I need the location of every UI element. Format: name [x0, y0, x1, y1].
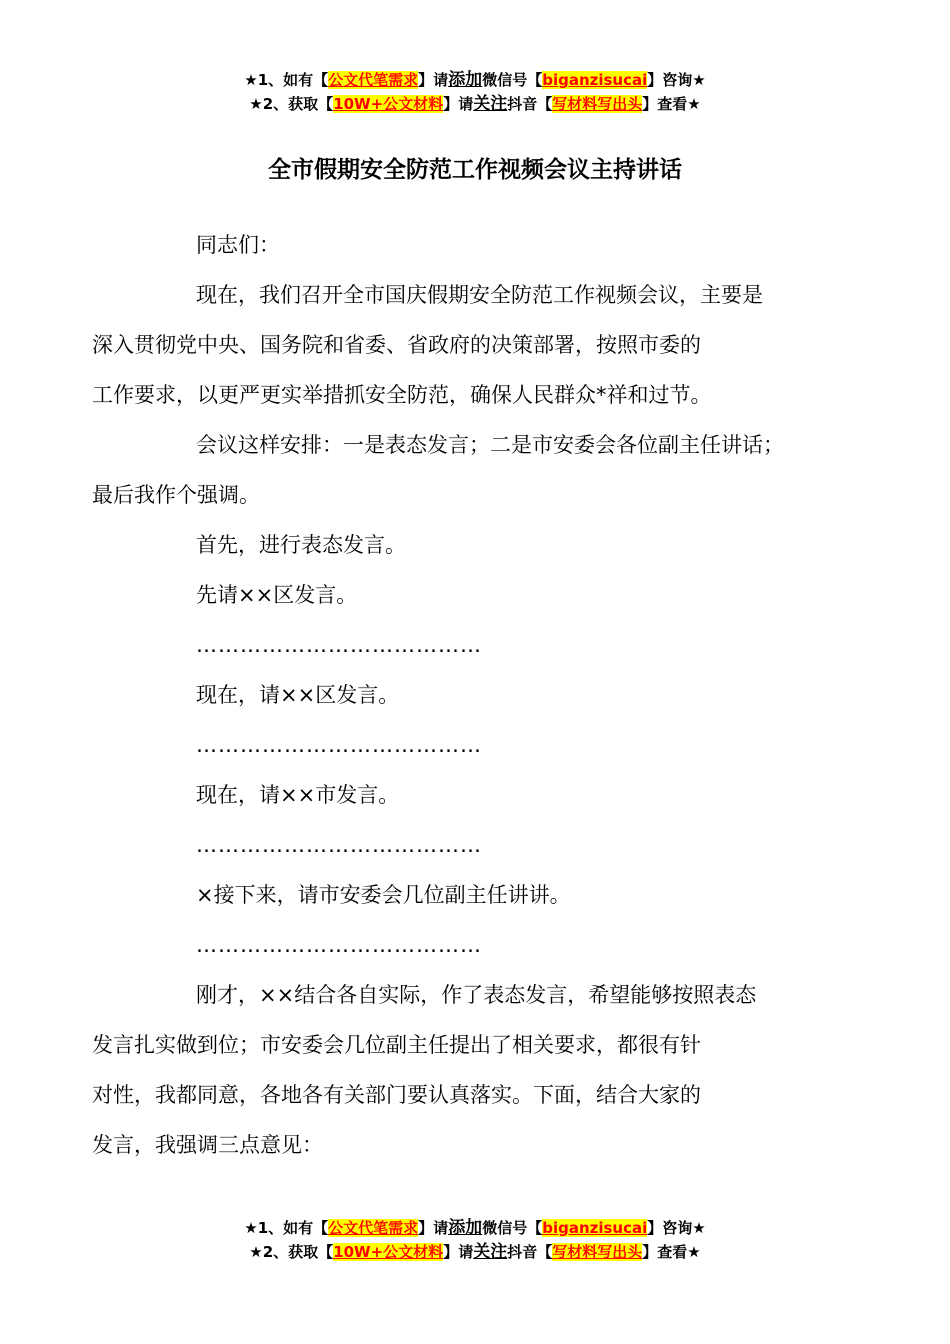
star-icon: ★: [244, 71, 258, 89]
paragraph-line: 发言扎实做到位；市安委会几位副主任提出了相关要求，都很有针: [92, 1033, 701, 1057]
paragraph-line: 会议这样安排：一是表态发言；二是市安委会各位副主任讲话；: [196, 433, 784, 457]
paragraph-line: 现在，我们召开全市国庆假期安全防范工作视频会议，主要是: [196, 283, 763, 307]
paragraph-8: [92, 970, 824, 1170]
banner-text: 】查看★: [642, 1243, 701, 1261]
banner-text: 】请: [418, 1219, 449, 1237]
ellipsis-line: …………………………………: [196, 733, 482, 757]
banner-text: 微信号【: [482, 1219, 543, 1237]
paragraph-5: 现在，请××区发言。: [196, 683, 400, 707]
paragraph-7: ×接下来，请市安委会几位副主任讲讲。: [196, 883, 571, 907]
banner-line-1: [0, 68, 950, 92]
paragraph-line: 发言，我强调三点意见：: [92, 1133, 323, 1157]
paragraph-line: 刚才，××结合各自实际，作了表态发言，希望能够按照表态: [196, 983, 757, 1007]
banner-text: 1、如有【: [257, 71, 329, 89]
highlight-douyin-account: 写材料写出头: [552, 1243, 643, 1261]
paragraph-line: 最后我作个强调。: [92, 483, 260, 507]
banner-text: 】咨询★: [647, 1219, 706, 1237]
banner-text: 抖音【: [507, 1243, 553, 1261]
paragraph-line: 深入贯彻党中央、国务院和省委、省政府的决策部署，按照市委的: [92, 333, 701, 357]
highlight-douyin-account: 写材料写出头: [552, 95, 643, 113]
banner-text: 1、如有【: [257, 1219, 329, 1237]
banner-line-2: [0, 92, 950, 116]
paragraph-line: 工作要求，以更严更实举措抓安全防范，确保人民群众*祥和过节。: [92, 383, 712, 407]
highlight-wechat-id: biganzisucai: [542, 71, 648, 89]
header-banner: [0, 68, 950, 116]
highlight-service: 公文代笔需求: [328, 1219, 419, 1237]
paragraph-4: 先请××区发言。: [196, 583, 358, 607]
paragraph-6: 现在，请××市发言。: [196, 783, 400, 807]
banner-text: 】请: [443, 95, 474, 113]
document-body: [92, 220, 824, 1170]
ellipsis-line: …………………………………: [196, 833, 482, 857]
banner-text: 】请: [418, 71, 449, 89]
footer-banner: [0, 1216, 950, 1264]
banner-line-2: [0, 1240, 950, 1264]
banner-text: 2、获取【: [262, 95, 334, 113]
banner-text: 微信号【: [482, 71, 543, 89]
greeting: 同志们：: [196, 233, 280, 257]
banner-text: 】查看★: [642, 95, 701, 113]
ellipsis-line: …………………………………: [196, 933, 482, 957]
paragraph-2: [92, 420, 824, 520]
highlight-service: 公文代笔需求: [328, 71, 419, 89]
banner-text: 】咨询★: [647, 71, 706, 89]
banner-emphasis: 添加: [448, 70, 483, 90]
paragraph-3: 首先，进行表态发言。: [196, 533, 406, 557]
document-title: 全市假期安全防范工作视频会议主持讲话: [268, 157, 682, 183]
paragraph-1: [92, 270, 824, 420]
highlight-wechat-id: biganzisucai: [542, 1219, 648, 1237]
highlight-materials: 10W+公文材料: [333, 95, 444, 113]
banner-emphasis: 关注: [473, 1242, 508, 1262]
banner-line-1: [0, 1216, 950, 1240]
banner-text: 2、获取【: [262, 1243, 334, 1261]
ellipsis-line: …………………………………: [196, 633, 482, 657]
banner-emphasis: 添加: [448, 1218, 483, 1238]
highlight-materials: 10W+公文材料: [333, 1243, 444, 1261]
banner-text: 抖音【: [507, 95, 553, 113]
star-icon: ★: [244, 1219, 258, 1237]
star-icon: ★: [249, 95, 263, 113]
banner-text: 】请: [443, 1243, 474, 1261]
star-icon: ★: [249, 1243, 263, 1261]
banner-emphasis: 关注: [473, 94, 508, 114]
paragraph-line: 对性，我都同意，各地各有关部门要认真落实。下面，结合大家的: [92, 1083, 701, 1107]
